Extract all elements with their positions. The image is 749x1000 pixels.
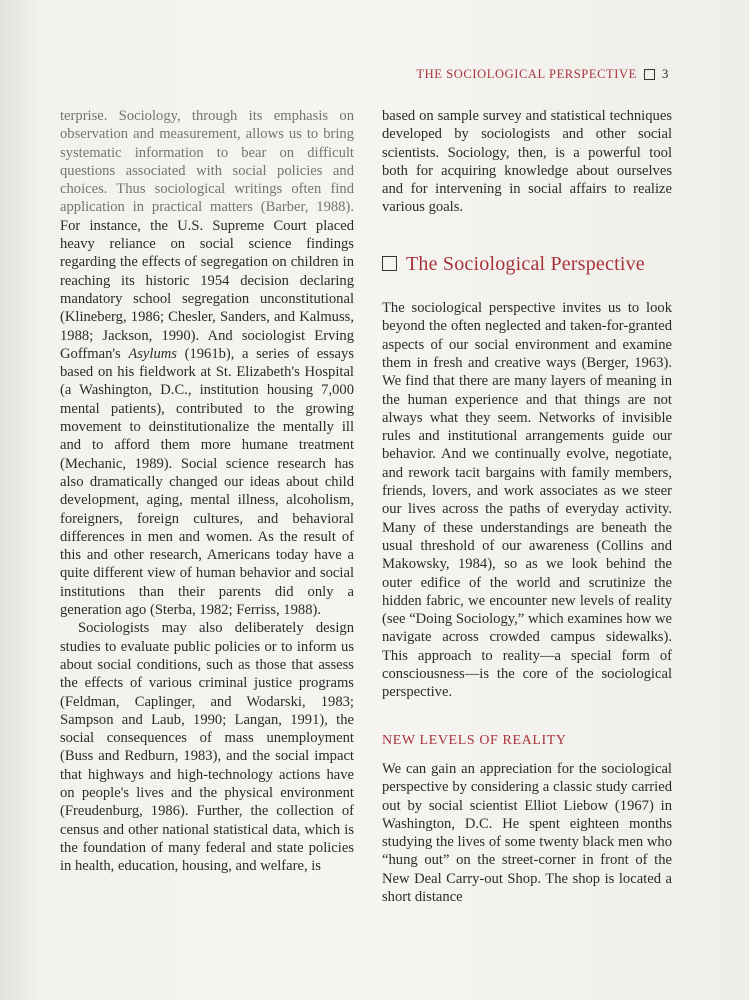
square-box-icon [644, 69, 655, 80]
book-title-italic: Asylums [128, 345, 177, 362]
square-box-icon [382, 256, 397, 271]
right-paragraph-1: based on sample survey and statistical techniques developed by sociologists and other social scientists. Sociology, then, is a powerful tool both for acquiring knowledge about ourselves and for intervening in social affairs to realize various goals. [382, 108, 672, 216]
text-span: (1961b), a series of essays based on his fieldwork at St. Elizabeth's Hospital (a Washington, D.C., institution housing 7,000 mental patients), contributed to the growing movement to deinstitutionalize the mentally ill and to afford them more humane treatment (Mechanic, 1989). Social science research has also dramatically changed our ideas about child development, aging, mental illness, alcoholism, foreigners, foreign cultures, and behavioral differences in men and women. As the result of this and other research, Americans today have a quite different view of human behavior and social institutions than their parents did only a generation ago (Sterba, 1982; Ferriss, 1988). [60, 345, 354, 619]
section-title: The Sociological Perspective [406, 252, 645, 275]
page-number: 3 [661, 66, 669, 81]
section-heading [382, 252, 672, 275]
section-body-paragraph: The sociological perspective invites us to look beyond the often neglected and taken-for-granted aspects of our social environment and examine them in fresh and creative ways (Berger, 1963). We find that there are many layers of meaning in the human experience and that things are not always what they seem. Networks of invisible rules and institutional arrangements guide our behavior. And we continually evolve, negotiate, and rework tacit bargains with family members, friends, lovers, and work associates as we steer our lives across the paths of everyday activity. Many of these understandings are beneath the usual threshold of our awareness (Collins and Makowsky, 1984), so as we look behind the outer edifice of the world and scrutinize the hidden fabric, we encounter new levels of reality (see “Doing Sociology,” which examines how we navigate across crowded campus sidewalks). This approach to reality—a special form of consciousness—is the core of the sociological perspective. [382, 300, 672, 701]
left-column [60, 107, 354, 875]
left-paragraph-1 [60, 107, 354, 619]
left-paragraph-2: Sociologists may also deliberately design studies to evaluate public policies or to inform us about social conditions, such as those that assess the effects of various criminal justice programs (Feldman, Caplinger, and Wodarski, 1983; Sampson and Laub, 1990; Langan, 1991), the social consequences of mass unemployment (Buss and Redburn, 1983), and the social impact that highways and high-technology actions have on people's lives and the physical environment (Freudenburg, 1986). Further, the collection of census and other national statistical data, which is the foundation of many federal and state policies in health, education, housing, and welfare, is [60, 620, 354, 875]
subheading-body-paragraph: We can gain an appreciation for the sociological perspective by considering a classic study carried out by social scientist Elliot Liebow (1967) in Washington, D.C. He spent eighteen months studying the lives of some twenty black men who “hung out” on the street-corner in front of the New Deal Carry-out Shop. The shop is located a short distance [382, 760, 672, 905]
faded-text-span: terprise. Sociology, through its emphasis on observation and measurement, allows us to bring systematic information to bear on difficult questions associated with social policies and choices. Thus sociological writings often find application in practical matters (Barber, 1988). [60, 108, 354, 216]
running-title: THE SOCIOLOGICAL PERSPECTIVE [416, 66, 637, 81]
subheading: NEW LEVELS OF REALITY [382, 732, 567, 748]
right-column [382, 107, 672, 906]
running-header [416, 66, 669, 82]
text-span: For instance, the U.S. Supreme Court placed heavy reliance on social science findings regarding the effects of segregation on children in reaching its historic 1954 decision declaring mandatory school segregation unconstitutional (Klineberg, 1986; Chesler, Sanders, and Kalmuss, 1988; Jackson, 1990). And sociologist Erving Goffman's [60, 217, 354, 362]
